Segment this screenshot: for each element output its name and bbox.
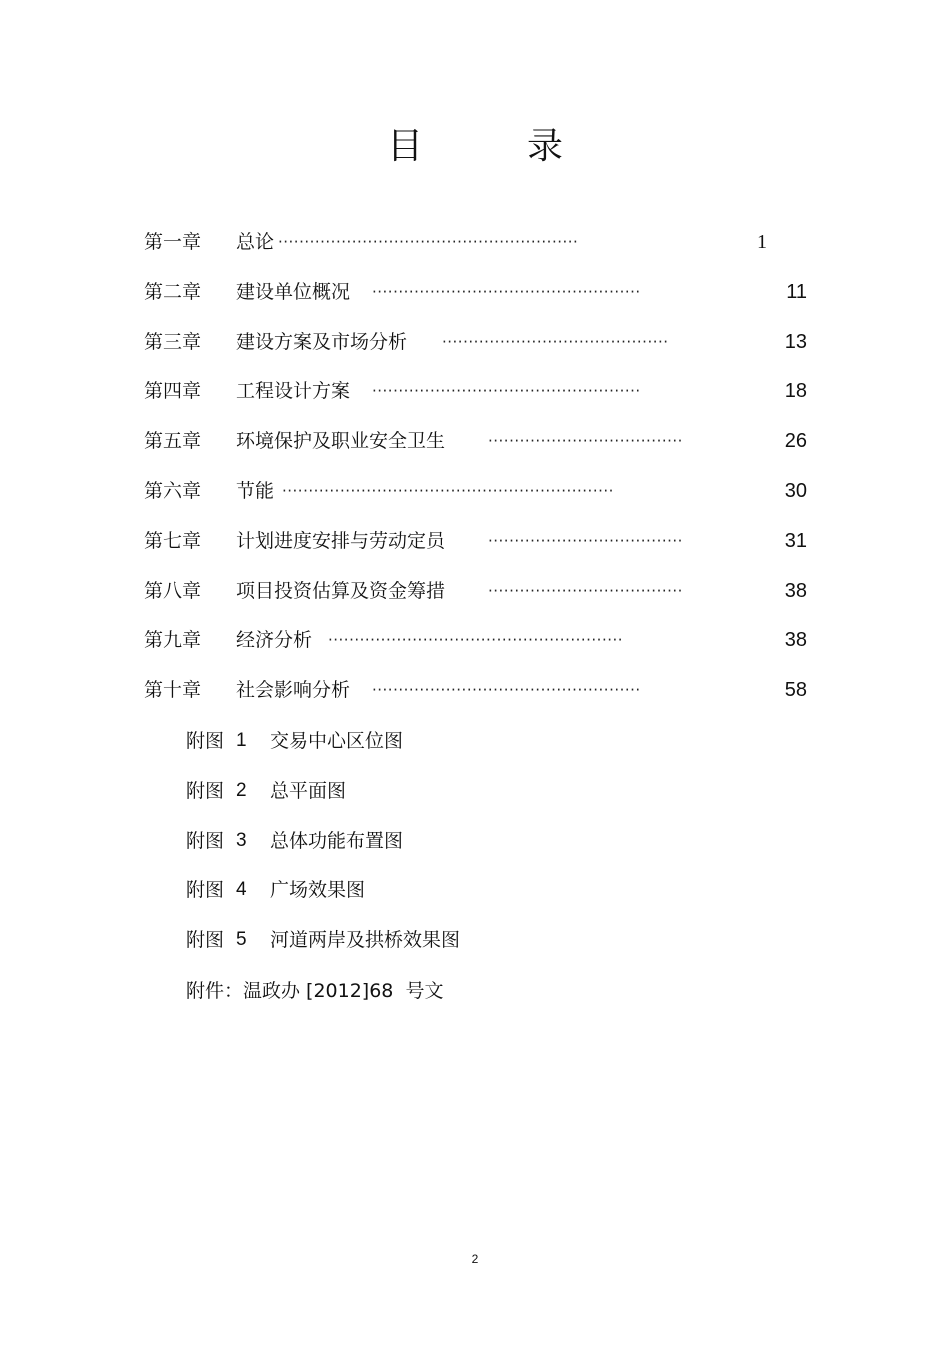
page-ref: 11 bbox=[786, 281, 807, 303]
chapter-title: 社会影响分析 bbox=[236, 679, 351, 701]
toc-entry[interactable] bbox=[0, 576, 950, 606]
page-ref: 31 bbox=[784, 530, 807, 552]
appendix-title: 广场效果图 bbox=[270, 879, 366, 901]
chapter-title: 总论 bbox=[236, 231, 275, 253]
appendix-number: 5 bbox=[236, 929, 247, 950]
page-ref: 30 bbox=[784, 480, 807, 502]
dot-leader: ····································· bbox=[488, 532, 683, 550]
toc-entry[interactable] bbox=[0, 426, 950, 456]
appendix-label: 附图 bbox=[186, 830, 225, 852]
dot-leader: ··················································· bbox=[372, 283, 641, 301]
appendix-number: 1 bbox=[236, 730, 247, 751]
dot-leader: ························································ bbox=[328, 631, 624, 649]
chapter-label: 第六章 bbox=[144, 480, 202, 502]
chapter-title: 经济分析 bbox=[236, 629, 313, 651]
chapter-label: 第五章 bbox=[144, 430, 202, 452]
toc-entry[interactable] bbox=[0, 376, 950, 406]
page-title: 目 录 bbox=[386, 126, 597, 167]
chapter-title: 建设方案及市场分析 bbox=[236, 331, 408, 353]
page-ref: 1 bbox=[757, 231, 767, 253]
chapter-label: 第三章 bbox=[144, 331, 202, 353]
toc-entry[interactable] bbox=[0, 526, 950, 556]
chapter-title: 建设单位概况 bbox=[236, 281, 351, 303]
toc-entry[interactable] bbox=[0, 476, 950, 506]
chapter-label: 第七章 bbox=[144, 530, 202, 552]
appendix-label: 附图 bbox=[186, 879, 225, 901]
toc-entry[interactable] bbox=[0, 227, 950, 257]
appendix-entry[interactable] bbox=[0, 875, 950, 905]
dot-leader: ··········································· bbox=[442, 333, 669, 351]
chapter-label: 第十章 bbox=[144, 679, 202, 701]
appendix-title: 总体功能布置图 bbox=[270, 830, 404, 852]
dot-leader: ······························································· bbox=[282, 482, 614, 500]
dot-leader: ··················································· bbox=[372, 382, 641, 400]
chapter-title: 环境保护及职业安全卫生 bbox=[236, 430, 446, 452]
chapter-title: 节能 bbox=[236, 480, 275, 502]
appendix-title: 河道两岸及拱桥效果图 bbox=[270, 929, 461, 951]
chapter-title: 工程设计方案 bbox=[236, 380, 351, 402]
chapter-label: 第二章 bbox=[144, 281, 202, 303]
chapter-label: 第一章 bbox=[144, 231, 202, 253]
appendix-label: 附图 bbox=[186, 780, 225, 802]
page-ref: 38 bbox=[784, 629, 807, 651]
dot-leader: ····································· bbox=[488, 582, 683, 600]
appendix-number: 4 bbox=[236, 879, 247, 900]
toc-entry[interactable] bbox=[0, 625, 950, 655]
page-number: 2 bbox=[471, 1252, 479, 1266]
page-ref: 26 bbox=[784, 430, 807, 452]
dot-leader: ························································· bbox=[278, 233, 579, 251]
dot-leader: ··················································· bbox=[372, 681, 641, 699]
appendix-title: 总平面图 bbox=[270, 780, 347, 802]
appendix-number: 2 bbox=[236, 780, 247, 801]
appendix-entry[interactable] bbox=[0, 826, 950, 856]
appendix-entry[interactable] bbox=[0, 726, 950, 756]
appendix-number: 3 bbox=[236, 830, 247, 851]
page-ref: 13 bbox=[784, 331, 807, 353]
appendix-label: 附图 bbox=[186, 730, 225, 752]
chapter-title: 项目投资估算及资金筹措 bbox=[236, 580, 446, 602]
chapter-label: 第八章 bbox=[144, 580, 202, 602]
appendix-title: 交易中心区位图 bbox=[270, 730, 404, 752]
page-ref: 58 bbox=[784, 679, 807, 701]
toc-entry[interactable] bbox=[0, 327, 950, 357]
page-ref: 38 bbox=[784, 580, 807, 602]
dot-leader: ····································· bbox=[488, 432, 683, 450]
attachment-entry[interactable]: 附件：温政办 [2012]68 号文 bbox=[186, 980, 444, 1002]
chapter-label: 第四章 bbox=[144, 380, 202, 402]
toc-entry[interactable] bbox=[0, 675, 950, 705]
appendix-label: 附图 bbox=[186, 929, 225, 951]
chapter-title: 计划进度安排与劳动定员 bbox=[236, 530, 446, 552]
toc-entry[interactable] bbox=[0, 277, 950, 307]
page-ref: 18 bbox=[784, 380, 807, 402]
appendix-entry[interactable] bbox=[0, 776, 950, 806]
appendix-entry[interactable] bbox=[0, 925, 950, 955]
chapter-label: 第九章 bbox=[144, 629, 202, 651]
